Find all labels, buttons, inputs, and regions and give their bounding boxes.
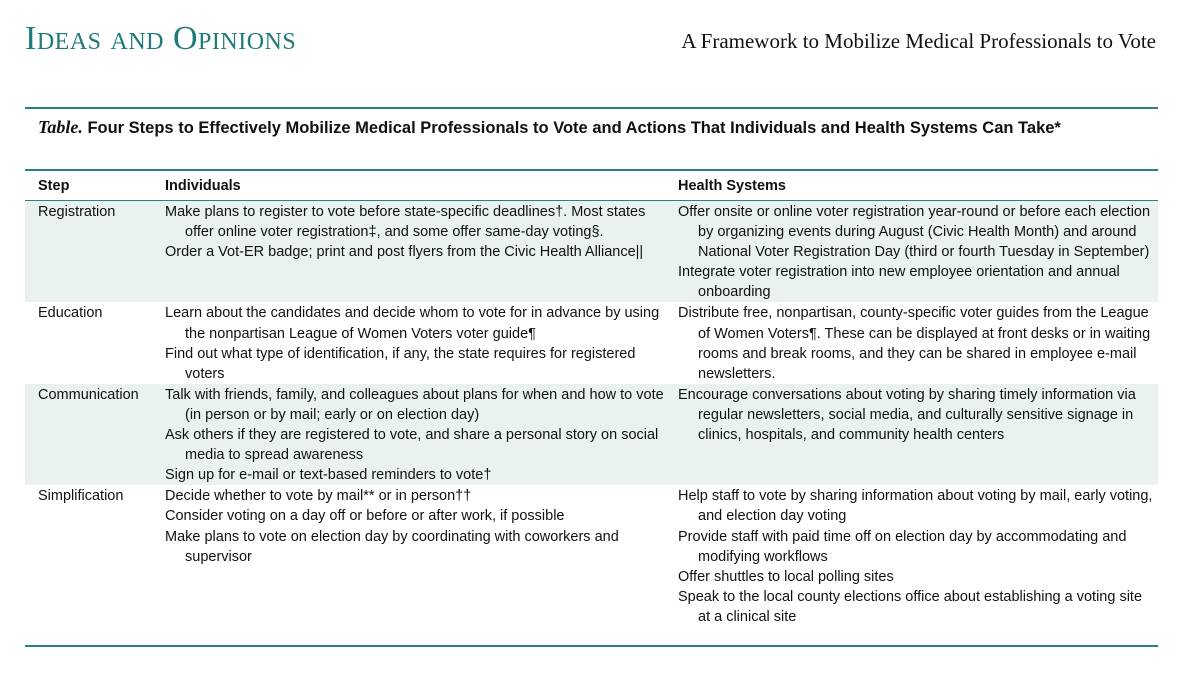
step-cell: Communication: [38, 386, 139, 403]
action-item: Distribute free, nonpartisan, county-specific voter guides from the League of Women Voters¶. These can be displayed at front desks or in waiting rooms and break rooms, and they can be shared in employee e-mail newsletters.: [678, 305, 1151, 382]
action-item: Sign up for e-mail or text-based reminders to vote†: [165, 467, 492, 484]
step-cell: Registration: [38, 204, 116, 220]
table-header-row: [25, 172, 1158, 201]
running-title: A Framework to Mobilize Medical Professionals to Vote: [681, 29, 1156, 53]
action-item: Order a Vot-ER badge; print and post flyers from the Civic Health Alliance||: [165, 244, 644, 261]
individuals-cell: [165, 486, 678, 627]
action-item: Offer onsite or online voter registration year-round or before each election by organizing events during August (Civic Health Month) and around National Voter Registration Day (third or fourth Tuesday in September): [678, 204, 1151, 261]
header-individuals: Individuals: [165, 177, 241, 194]
top-rule: [25, 107, 1158, 109]
action-item: Decide whether to vote by mail** or in person††: [165, 488, 472, 505]
table-row: [25, 384, 1158, 485]
table-row: [25, 201, 1158, 302]
table-bottom-rule: [25, 645, 1158, 647]
action-item: Learn about the candidates and decide whom to vote for in advance by using the nonpartisan League of Women Voters voter guide¶: [165, 305, 660, 342]
table-body: [25, 201, 1158, 627]
individuals-cell: [165, 303, 678, 383]
table-caption-text: Four Steps to Effectively Mobilize Medical Professionals to Vote and Actions That Individuals and Health Systems Can Take*: [87, 119, 1061, 137]
action-item: Speak to the local county elections office about establishing a voting site at a clinical site: [678, 588, 1143, 625]
action-item: Talk with friends, family, and colleagues about plans for when and how to vote (in person or by mail; early or on election day): [165, 386, 664, 423]
action-item: Encourage conversations about voting by sharing timely information via regular newsletters, social media, and culturally sensitive signage in clinics, hospitals, and community health centers: [678, 386, 1136, 444]
action-item: Find out what type of identification, if any, the state requires for registered voters: [165, 345, 636, 382]
table-row: [25, 302, 1158, 383]
action-item: Make plans to vote on election day by coordinating with coworkers and supervisor: [165, 528, 619, 565]
health-systems-cell: [678, 385, 1158, 485]
table-top-rule: [25, 169, 1158, 171]
individuals-cell: [165, 202, 678, 302]
table-label: Table.: [38, 117, 83, 137]
health-systems-cell: [678, 202, 1158, 302]
action-item: Provide staff with paid time off on election day by accommodating and modifying workflows: [678, 528, 1127, 565]
action-item: Integrate voter registration into new employee orientation and annual onboarding: [678, 264, 1120, 301]
step-cell: Simplification: [38, 488, 124, 505]
section-title: Ideas and Opinions: [25, 20, 297, 57]
health-systems-cell: [678, 486, 1158, 627]
step-cell: Education: [38, 305, 103, 322]
table-caption: [38, 118, 1128, 138]
header-health-systems: Health Systems: [678, 177, 786, 194]
action-item: Offer shuttles to local polling sites: [678, 568, 894, 585]
health-systems-cell: [678, 303, 1158, 383]
steps-table: [25, 172, 1158, 627]
header-step: Step: [38, 177, 70, 194]
action-item: Help staff to vote by sharing information about voting by mail, early voting, and election day voting: [678, 488, 1153, 525]
action-item: Ask others if they are registered to vote, and share a personal story on social media to spread awareness: [165, 427, 659, 464]
action-item: Consider voting on a day off or before or after work, if possible: [165, 508, 565, 525]
table-row: [25, 485, 1158, 627]
action-item: Make plans to register to vote before state-specific deadlines†. Most states offer online voter registration‡, and some offer same-day voting§.: [165, 204, 646, 241]
individuals-cell: [165, 385, 678, 485]
